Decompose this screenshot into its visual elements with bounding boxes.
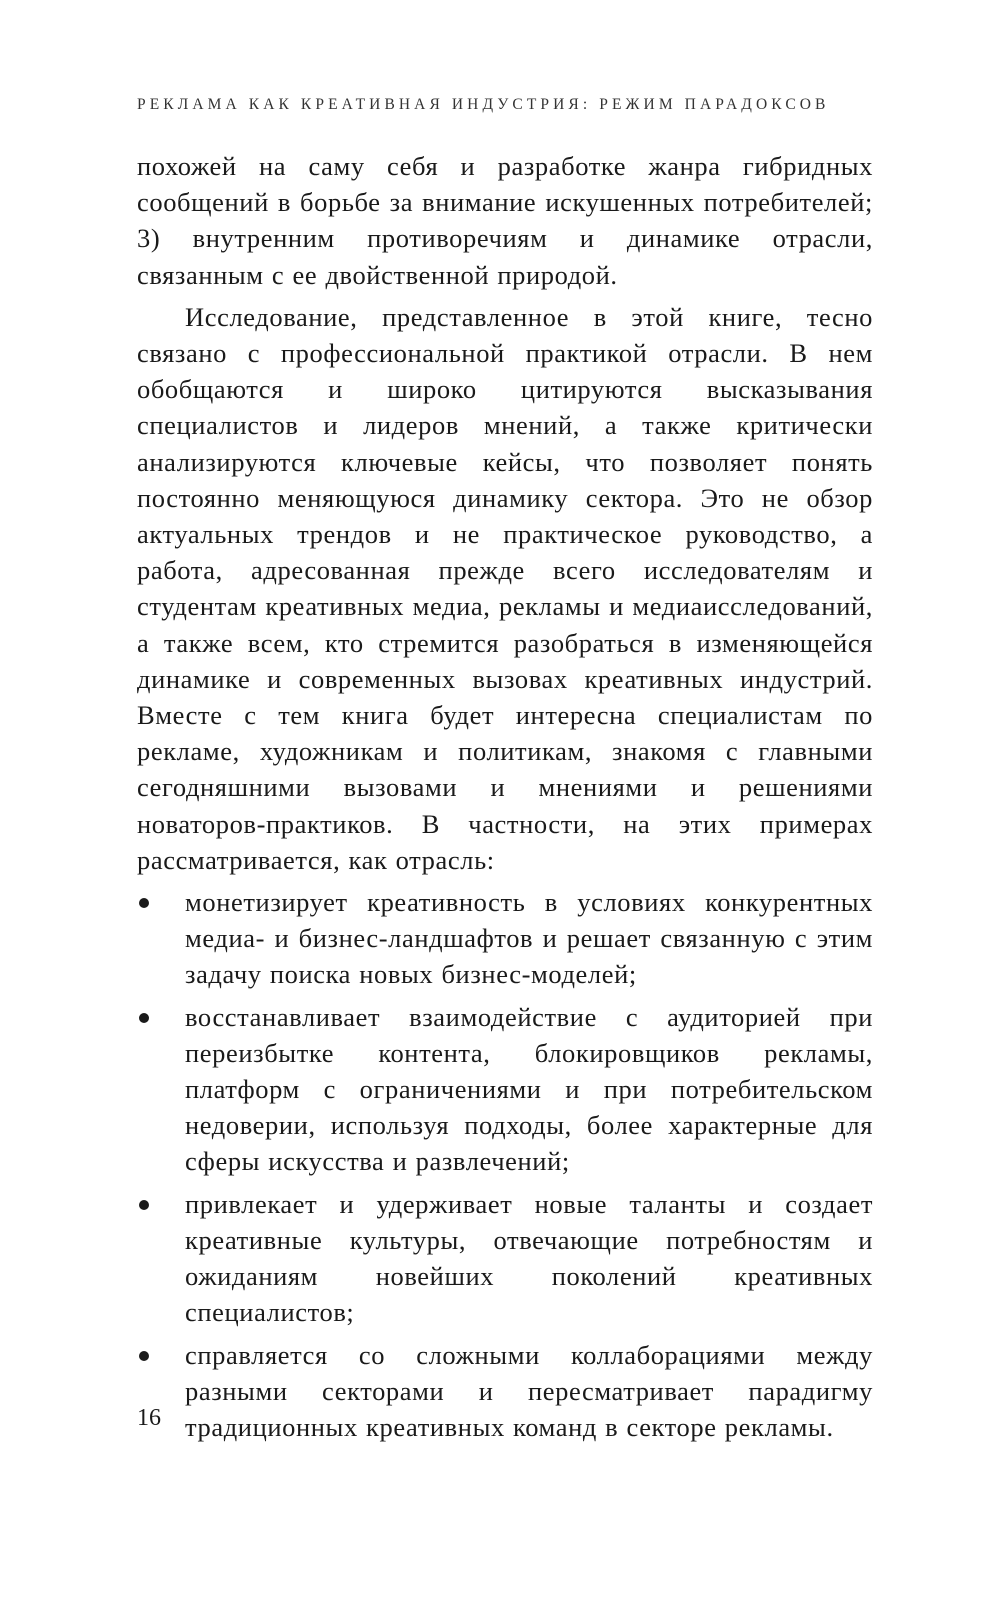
paragraph-research: Исследование, представленное в этой книге, тесно связано с профессиональной практикой отрасли. В нем обобщаются и широко цитируются высказывания специалистов и лидеров мнений, а также критически анализируются ключевые кейсы, что позволяет понять постоянно меняющуюся динамику сектора. Это не обзор актуальных трендов и не практическое руководство, а работа, адресованная прежде всего исследователям и студентам креативных медиа, рекламы и медиаисследований, а также всем, кто стремится разобраться в изменяющейся динамике и современных вызовах креативных индустрий. Вместе с тем книга будет интересна специалистам по рекламе, художникам и политикам, знакомя с главными сегодняшними вызовами и мнениями и решениями новаторов-практиков. В частности, на этих примерах рассматривается, как отрасль: <box>137 301 873 875</box>
bullet-item <box>137 1186 873 1331</box>
paragraph-continuation: похожей на саму себя и разработке жанра гибридных сообщений в борьбе за внимание искушенных потребителей; 3) внутренним противоречиям и динамике отрасли, связанным с ее двойственной природой. <box>137 151 873 290</box>
bullet-item <box>137 999 873 1180</box>
bullet-icon <box>139 898 149 908</box>
bullet-text: привлекает и удерживает новые таланты и создает креативные культуры, отвечающие потребностям и ожиданиям новейших поколений креативных специалистов; <box>185 1188 873 1328</box>
running-head: РЕКЛАМА КАК КРЕАТИВНАЯ ИНДУСТРИЯ: РЕЖИМ ПАРАДОКСОВ <box>137 96 830 113</box>
page-number: 16 <box>137 1405 161 1431</box>
bullet-list <box>137 884 873 1445</box>
bullet-text: восстанавливает взаимодействие с аудиторией при переизбытке контента, блокировщиков рекламы, платформ с ограничениями и при потребительском недоверии, используя подходы, более характерные для сферы искусства и развлечений; <box>185 1001 873 1177</box>
bullet-icon <box>139 1200 149 1210</box>
bullet-icon <box>139 1351 149 1361</box>
bullet-icon <box>139 1013 149 1023</box>
bullet-text: справляется со сложными коллаборациями между разными секторами и пересматривает парадигму традиционных креативных команд в секторе рекламы. <box>185 1339 873 1442</box>
bullet-item <box>137 1337 873 1446</box>
page-body <box>137 148 873 1451</box>
bullet-text: монетизирует креативность в условиях конкурентных медиа- и бизнес-ландшафтов и решает связанную с этим задачу поиска новых бизнес-моделей; <box>185 887 873 990</box>
bullet-item <box>137 884 873 993</box>
